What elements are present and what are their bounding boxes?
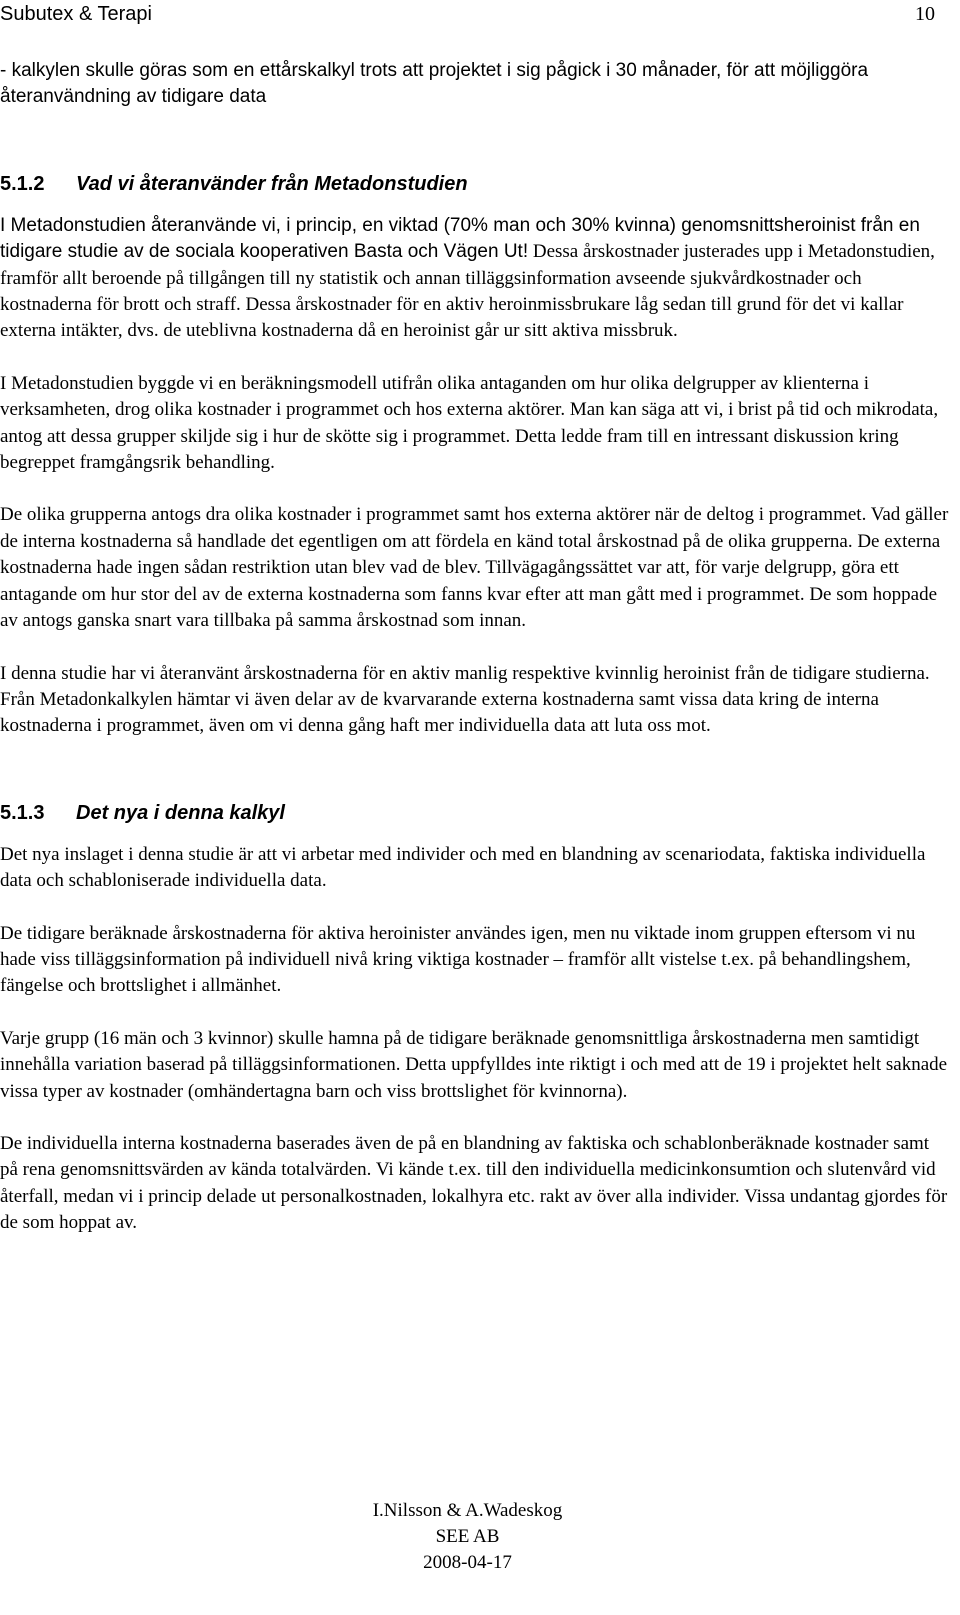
page-body [0,58,950,1237]
paragraph: De tidigare beräknade årskostnaderna för aktiva heroinister användes igen, men nu viktade inom gruppen eftersom vi nu hade viss tilläggsinformation på individuell nivå kring viktiga kostnader – framför allt vistelse t.ex. på behandlingshem, fängelse och brottslighet i allmänhet. [0,922,916,997]
paragraph: Varje grupp (16 män och 3 kvinnor) skulle hamna på de tidigare beräknade genomsnittliga årskostnaderna men samtidigt innehålla variation baserad på tilläggsinformationen. Detta uppfylldes inte riktigt i och med att de 19 i projektet helt saknade vissa typer av kostnader (omhändertagna barn och viss brottslighet för kvinnorna). [0,1027,948,1102]
spacer [0,1105,950,1131]
footer-date: 2008-04-17 [423,1552,512,1573]
page-header [0,0,935,30]
paragraph: De olika grupperna antogs dra olika kostnader i programmet samt hos externa aktörer när de deltog i programmet. Vad gäller de interna kostnaderna så handlade det egentligen om att fördela en känd total årskostnad på de olika grupperna. De externa kostnaderna hade ingen sådan restriktion utan blev vad de blev. Tillvägagångssättet var att, för varje delgrupp, göra ett antagande om hur stor del av de externa kostnaderna som fanns kvar efter att man gått med i programmet. De som hoppade av antogs ganska snart vara tillbaka på samma årskostnad som innan. [0,504,949,632]
spacer [0,197,950,213]
page-footer [0,1498,935,1576]
intro-note: - kalkylen skulle göras som en ettårskalkyl trots att projektet i sig pågick i 30 månader, för att möjliggöra återanvändning av tidigare data [0,60,869,108]
paragraph: I denna studie har vi återanvänt årskostnaderna för en aktiv manlig respektive kvinnlig heroinist från de tidigare studierna. Från Metadonkalkylen hämtar vi även delar av de kvarvarande externa kostnaderna samt vissa data kring de interna kostnaderna i programmet, även om vi denna gång haft mer individuella data att luta oss mot. [0,662,930,737]
section-heading-5-1-3 [0,800,950,826]
spacer [0,895,950,921]
paragraph-lead: I Metadonstudien återanvände vi, i princip, en viktad (70% man och 30% kvinna) genomsnittsheroinist från en tidigare studie av de sociala kooperativen Basta och Vägen Ut! [0,214,920,263]
section-number: 5.1.2 [0,172,45,195]
footer-authors: I.Nilsson & A.Wadeskog [372,1500,563,1521]
section-number: 5.1.3 [0,801,45,824]
section-title: Det nya i denna kalkyl [76,801,285,824]
spacer [0,826,950,842]
spacer [0,476,950,502]
paragraph: Det nya inslaget i denna studie är att vi arbetar med individer och med en blandning av scenariodata, faktiska individuella data och schabloniserade individuella data. [0,843,926,892]
section-heading-5-1-2 [0,171,950,197]
paragraph: I Metadonstudien byggde vi en beräkningsmodell utifrån olika antaganden om hur olika delgrupper av klienterna i verksamheten, drog olika kostnader i programmet och hos externa aktörer. Man kan säga att vi, i brist på tid och mikrodata, antog att dessa grupper skiljde sig i hur de skötte sig i programmet. Detta ledde fram till en intressant diskussion kring begreppet framgångsrik behandling. [0,372,939,474]
spacer [0,740,950,800]
running-title: Subutex & Terapi [0,3,152,25]
paragraph [0,213,950,345]
footer-company: SEE AB [435,1526,500,1547]
spacer [0,345,950,371]
spacer [0,111,950,171]
section-title: Vad vi återanvänder från Metadonstudien [76,172,468,195]
page-number: 10 [915,3,935,25]
paragraph: De individuella interna kostnaderna baserades även de på en blandning av faktiska och schablonberäknade kostnader samt på rena genomsnittsvärden av kända totalvärden. Vi kände t.ex. till den individuella medicinkonsumtion och slutenvård vid återfall, medan vi i princip delade ut personalkostnaden, lokalhyra etc. rakt av över alla individer. Vissa undantag gjordes för de som hoppat av. [0,1132,948,1234]
spacer [0,635,950,661]
paragraph-rest: Dessa årskostnader justerades upp i Metadonstudien, framför allt beroende på tillgången till ny statistik och annan tilläggsinformation avseende sjukvårdkostnader och kostnaderna för brott och straff. Dessa årskostnader för en aktiv heroinmissbrukare låg sedan till grund för det vi kallar externa intäkter, dvs. de uteblivna kostnaderna då en heroinist går ur sitt aktiva missbruk. [0,241,935,342]
spacer [0,1000,950,1026]
